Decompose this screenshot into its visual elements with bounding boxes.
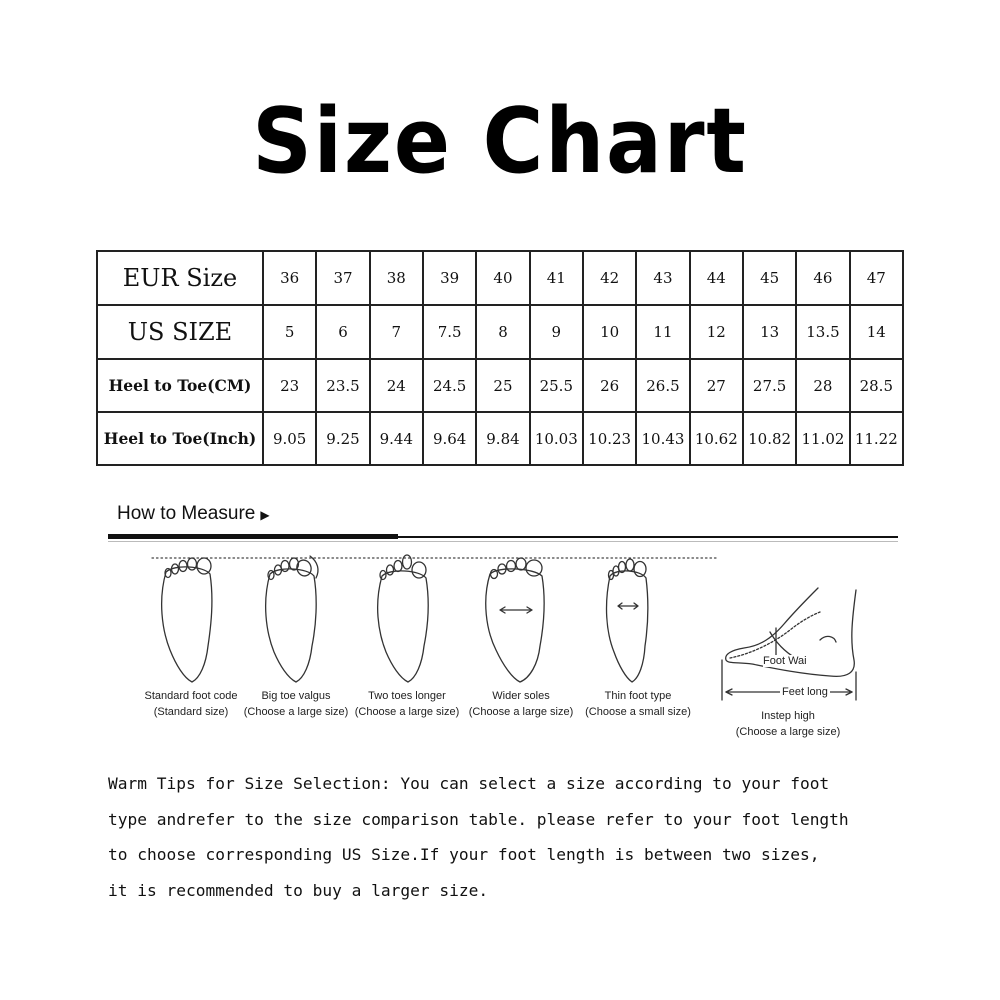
how-to-measure-label: How to Measure	[117, 503, 256, 524]
table-cell: 38	[370, 251, 423, 305]
foot-type-note: (Choose a large size)	[354, 706, 460, 718]
table-cell: 25.5	[530, 359, 583, 412]
table-cell: 46	[796, 251, 849, 305]
table-cell: 41	[530, 251, 583, 305]
table-cell: 10.82	[743, 412, 796, 465]
table-cell: 10.43	[636, 412, 689, 465]
table-cell: 36	[263, 251, 316, 305]
table-cell: 11.22	[850, 412, 903, 465]
table-cell: 9.64	[423, 412, 476, 465]
table-cell: 45	[743, 251, 796, 305]
table-cell: 47	[850, 251, 903, 305]
table-cell: 37	[316, 251, 369, 305]
table-cell: 11	[636, 305, 689, 359]
caption-instep-high	[718, 708, 858, 740]
foot-type-name: Thin foot type	[604, 690, 672, 702]
table-cell: 9.25	[316, 412, 369, 465]
foot-type-note: (Choose a large size)	[243, 706, 349, 718]
foot-type-name: Two toes longer	[368, 690, 446, 702]
row-header: Heel to Toe(Inch)	[97, 412, 263, 465]
table-cell: 7	[370, 305, 423, 359]
foot-type-name: Standard foot code	[144, 690, 238, 702]
table-cell: 10.62	[690, 412, 743, 465]
table-cell: 28	[796, 359, 849, 412]
tips-line: Warm Tips for Size Selection: You can select a size according to your foot	[108, 774, 830, 793]
foot-wai-label: Foot Wai	[763, 655, 807, 667]
table-cell: 12	[690, 305, 743, 359]
table-cell: 6	[316, 305, 369, 359]
table-cell: 24	[370, 359, 423, 412]
table-cell: 14	[850, 305, 903, 359]
side-foot-icon	[722, 588, 856, 700]
instep-note: (Choose a large size)	[735, 726, 841, 738]
table-cell: 39	[423, 251, 476, 305]
table-cell: 13	[743, 305, 796, 359]
foot-type-name: Big toe valgus	[261, 690, 331, 702]
tips-line: it is recommended to buy a larger size.	[108, 880, 489, 900]
wider-soles-foot-icon	[486, 558, 544, 682]
foot-type-name: Wider soles	[492, 690, 550, 702]
table-cell: 43	[636, 251, 689, 305]
tips-line: to choose corresponding US Size.If your foot length is between two sizes,	[108, 845, 820, 864]
foot-type-note: (Standard size)	[153, 706, 229, 718]
table-cell: 26	[583, 359, 636, 412]
table-cell: 10	[583, 305, 636, 359]
table-cell: 10.23	[583, 412, 636, 465]
table-cell: 23	[263, 359, 316, 412]
big-toe-valgus-foot-icon	[266, 556, 318, 682]
table-cell: 9.84	[476, 412, 529, 465]
tips-line: type andrefer to the size comparison table. please refer to your foot length	[108, 809, 849, 829]
table-cell: 7.5	[423, 305, 476, 359]
table-cell: 44	[690, 251, 743, 305]
table-cell: 10.03	[530, 412, 583, 465]
foot-type-note: (Choose a small size)	[585, 706, 691, 718]
play-triangle-icon: ▶	[260, 508, 270, 522]
table-cell: 8	[476, 305, 529, 359]
thin-foot-icon	[607, 559, 648, 682]
table-cell: 9.44	[370, 412, 423, 465]
table-cell: 5	[263, 305, 316, 359]
table-cell: 23.5	[316, 359, 369, 412]
table-cell: 11.02	[796, 412, 849, 465]
size-tips	[108, 766, 968, 908]
two-toes-longer-foot-icon	[378, 555, 429, 682]
feet-long-label: Feet long	[782, 686, 828, 698]
table-cell: 9.05	[263, 412, 316, 465]
table-cell: 26.5	[636, 359, 689, 412]
table-cell: 27	[690, 359, 743, 412]
table-cell: 9	[530, 305, 583, 359]
standard-foot-icon	[162, 558, 212, 682]
table-cell: 28.5	[850, 359, 903, 412]
table-cell: 27.5	[743, 359, 796, 412]
instep-label: Instep high	[761, 710, 815, 722]
row-header: Heel to Toe(CM)	[97, 359, 263, 412]
table-cell: 25	[476, 359, 529, 412]
foot-type-note: (Choose a large size)	[468, 706, 574, 718]
row-header: EUR Size	[97, 251, 263, 305]
table-cell: 13.5	[796, 305, 849, 359]
caption-thin-foot	[568, 688, 708, 720]
page-title: Size Chart	[252, 89, 748, 194]
table-cell: 40	[476, 251, 529, 305]
table-cell: 42	[583, 251, 636, 305]
row-header: US SIZE	[97, 305, 263, 359]
table-cell: 24.5	[423, 359, 476, 412]
